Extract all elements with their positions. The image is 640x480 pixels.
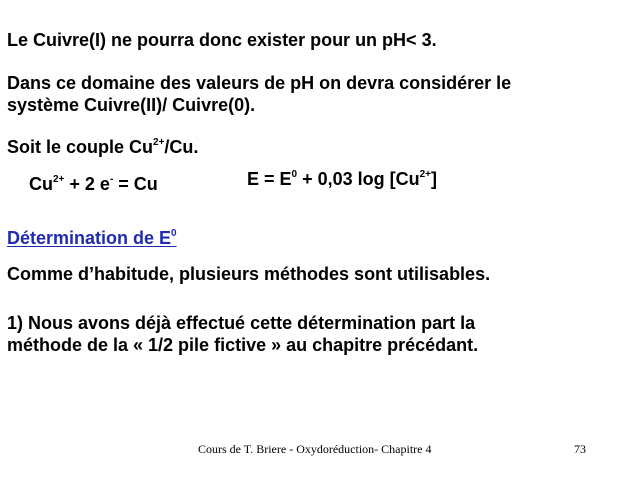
half-reaction-equation	[29, 173, 158, 195]
domain-statement	[7, 72, 511, 116]
copper-i-statement	[7, 29, 437, 51]
redox-couple	[7, 136, 198, 158]
half-reaction-charge: 2+	[53, 174, 65, 185]
footer-page-number: 73	[574, 442, 586, 456]
domain-line-2: système Cuivre(II)/ Cuivre(0).	[7, 95, 256, 115]
method-1-line-2: méthode de la « 1/2 pile fictive » au chapitre précédant.	[7, 335, 479, 355]
heading-sup: 0	[171, 228, 177, 239]
heading-text: Détermination de E	[7, 228, 172, 248]
footer-course: Cours de T. Briere - Oxydoréduction- Chapitre 4	[198, 442, 432, 456]
nernst-equation	[247, 168, 437, 190]
copper-i-text: Le Cuivre(I) ne pourra donc exister pour un pH< 3.	[7, 30, 437, 50]
domain-line-1: Dans ce domaine des valeurs de pH on devra considérer le	[7, 73, 512, 93]
methods-statement	[7, 263, 490, 285]
half-reaction-electrons: + 2 e	[64, 174, 110, 194]
nernst-lhs: E = E	[247, 169, 292, 189]
nernst-charge: 2+	[419, 169, 432, 180]
nernst-e0-sup: 0	[291, 169, 298, 180]
section-heading	[7, 227, 177, 249]
nernst-middle: + 0,03 log [Cu	[297, 169, 420, 189]
methods-text: Comme d’habitude, plusieurs méthodes sont utilisables.	[7, 264, 491, 284]
method-1-line-1: 1) Nous avons déjà effectué cette détermination part la	[7, 313, 476, 333]
electron-sign: -	[109, 174, 114, 185]
couple-prefix: Soit le couple Cu	[7, 137, 154, 157]
couple-suffix: /Cu.	[164, 137, 199, 157]
nernst-end: ]	[431, 169, 438, 189]
method-1-paragraph	[7, 312, 478, 356]
couple-charge: 2+	[153, 137, 165, 148]
half-reaction-cu: Cu	[29, 174, 53, 194]
half-reaction-product: = Cu	[113, 174, 158, 194]
